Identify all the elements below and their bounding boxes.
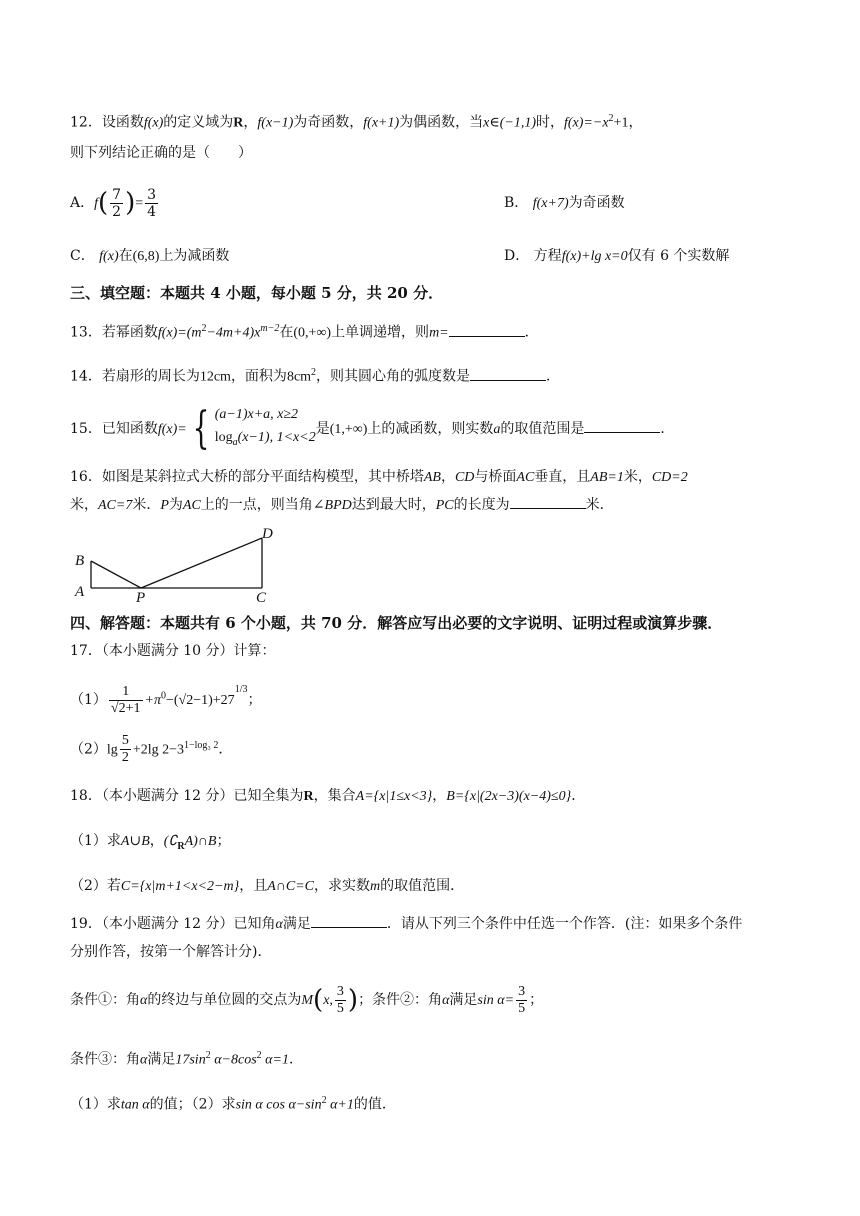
q14-area: 8cm [286,369,312,385]
q14 [70,362,796,389]
q12-option-b-expr: f(x+7) [532,196,569,211]
q19-alpha: α [442,993,450,1008]
q19-c3-sup: 2 [256,1050,262,1061]
q17-lg: lg [106,742,118,758]
q18-head [70,785,796,808]
q12-option-b-label: B． [504,195,529,211]
frac-num: 5 [121,733,129,749]
q12-option-c-text: 在 [118,248,133,264]
q17-expr2: +2lg 2−3 [132,742,184,758]
q15-log-base: a [232,436,238,448]
section-3-title: 三、填空题：本题共 4 小题，每小题 5 分，共 20 分． [70,284,444,302]
q12-text: 设函数 [101,114,144,131]
q12-text: 为奇函数， [293,114,364,131]
q12-def-sup: 2 [608,113,614,124]
figure-line-bp [91,561,141,588]
q17-exp: 1/3 [234,684,248,695]
figure-label-d: D [262,526,273,542]
q12-option-a-label: A． [70,195,95,211]
q12-sep: ， [243,114,258,131]
q17-pi: +π [144,693,161,708]
q13-text: 若幂函数 [101,324,158,341]
q12-options-ab [70,186,796,220]
q18-complement: (∁ [163,834,178,849]
frac-den: 4 [147,203,157,220]
q19-p2-expr: sin α cos α−sin [235,1097,322,1113]
q14-text: ，面积为 [230,368,287,385]
q18-text: （2）若 [70,878,121,894]
q16-text: 如图是某斜拉式大桥的部分平面结构模型，其中桥塔 [101,469,424,485]
q19-lparen: ( [313,985,324,1015]
q13-expr: −4m+4)x [206,325,261,341]
q16-number: 16． [70,469,102,485]
q19-alpha: α [275,917,283,932]
q17-expr: −(√2−1)+27 [165,693,235,708]
q19-point-x: x, [323,993,333,1008]
q19-c3-sup: 2 [205,1050,211,1061]
q19-text: 的终边与单位圆的交点为 [147,992,302,1008]
frac-num: 3 [336,983,344,999]
q12-option-d [504,245,729,268]
q12-option-c-interval: (6,8) [132,249,160,264]
q16-text: 米， [70,497,98,513]
q13-m: m= [429,325,449,341]
q12-option-a-rparen: ) [125,188,136,218]
q16-angle: ∠BPD [312,498,352,513]
q12-text: 时， [536,114,564,131]
q15-answer-blank[interactable] [584,418,660,433]
figure-label-b: B [75,553,85,569]
q19-point-m: M [301,993,314,1008]
frac-den: 2 [121,750,129,766]
q17-head: 17．（本小题满分 10 分）计算： [70,643,276,659]
q16-cd-length: CD=2 [651,470,688,485]
q17-exp2: 1−log₃ 2 [184,740,219,751]
q16-ac: AC [182,498,201,513]
q19-text: 满足 [449,992,478,1008]
q16-cd: CD [454,470,475,485]
q18-text: （1）求 [70,833,121,849]
q12-fxm1: f(x−1) [257,115,294,131]
q15-a: a [493,422,501,437]
q15-text: 已知函数 [101,421,158,437]
q12-option-d-text: 方程 [533,248,562,264]
q19-sin: sin α= [477,993,515,1008]
q15-brace: { [192,403,210,454]
q14-end: ． [546,368,561,385]
q12-def-tail: +1， [613,115,643,131]
q12-option-c-label: C． [70,248,95,264]
q12-line1 [70,108,796,135]
q12-option-b [504,186,625,221]
q19-text: 的值；（2）求 [149,1096,236,1113]
q12-text: 的定义域为 [163,114,234,131]
q15-text: 是 [315,421,330,437]
frac-num: 3 [147,186,157,203]
q12-option-a-frac [110,187,123,220]
frac-den: 5 [336,1000,344,1016]
q15-piecewise [187,404,316,454]
q16-text: 米． [132,497,161,513]
q19-text: 满足 [282,916,311,932]
frac-num: 1 [109,684,143,701]
q15-text: 上的减函数，则实数 [367,421,494,437]
q15 [70,404,796,454]
q13-exponent: m−2 [260,323,280,334]
q15-fx: f(x)= [157,422,187,437]
q12-definition: f(x)=−x [564,115,609,131]
q19-c3-expr: 17sin [175,1052,206,1068]
q18-text: ，且 [239,878,268,894]
q18-text: ， [432,788,447,804]
q18-intersection: A)∩B [184,834,217,849]
q19-text: （1）求 [70,1096,121,1113]
figure-label-c: C [256,590,267,604]
q15-case-lines [215,404,316,454]
frac-den: 5 [518,1000,526,1016]
q19-line2: 分别作答，按第一个解答计分)． [70,944,272,960]
q12-option-d-label: D． [504,248,530,264]
q19-point-frac [335,984,346,1017]
q19-text: ；条件②：角 [358,992,443,1008]
q19-head [70,913,796,936]
q15-case1: (a−1)x+a, x≥2 [214,407,299,423]
q18-condition: A∩C=C [267,879,314,894]
frac-num: 3 [518,983,526,999]
q18-text: ． [571,788,586,804]
q12-option-a-f: f [94,196,99,211]
q19-sin-frac [516,984,527,1017]
q15-text: 的取值范围是 [500,421,585,437]
q19-text: 条件①：角 [70,992,140,1008]
figure-label-a: A [75,584,85,600]
q18-text: ，求实数 [314,878,370,894]
q18-part1 [70,830,796,858]
q12-text: 为偶函数，当 [399,114,484,131]
q17-part1 [70,668,796,716]
q16-text: 为 [168,497,183,513]
q16-p: P [160,498,169,513]
q14-number: 14． [70,368,102,385]
q17-frac1 [109,684,143,717]
q15-number: 15． [70,421,102,437]
q13-text: 在 [279,324,294,341]
q17-part2-label: （2） [70,741,107,758]
q12-options-cd [70,245,796,268]
q19-c3-expr: α=1 [261,1052,289,1068]
q12-real-set: R [233,115,244,131]
q17-part2 [70,726,796,766]
q12-option-c-expr: f(x) [99,249,119,264]
section-4-title: 四、解答题：本题共有 6 个小题，共 70 分．解答应写出必要的文字说明、证明过程或演算步骤． [70,614,723,632]
q18-set-b: B={x|(2x−3)(x−4)≤0} [446,789,572,804]
q18-set-a: A={x|1≤x<3} [355,789,433,804]
q15-end: ． [660,421,675,437]
q18-complement-sub: R [177,840,185,852]
q13-interval: (0,+∞) [293,325,332,341]
q18-text: 的取值范围． [380,878,465,894]
frac-den: 2 [112,203,122,220]
q12-condition: x∈(−1,1) [483,115,536,131]
q16-line2 [70,494,796,517]
q14-text: 若扇形的周长为 [101,368,200,385]
figure-line-pd [141,538,262,588]
figure-label-p: P [136,590,146,604]
q14-text: ，则其圆心角的弧度数是 [316,368,471,385]
q17-part1-label: （1） [70,692,107,708]
q16-text: 米， [623,469,652,485]
q12-number: 12． [70,114,102,131]
q13-answer-blank[interactable] [449,322,525,337]
q15-interval: (1,+∞) [329,422,368,437]
q18-text: ，集合 [313,788,356,804]
q12-line2: 则下列结论正确的是（ ） [70,145,252,161]
q17-pi-exp: 0 [160,690,166,702]
q13 [70,318,796,345]
q16-bridge-figure [70,524,300,604]
q17-end: ； [247,692,262,708]
q19-text: ．请从下列三个条件中任选一个作答．(注：如果多个条件 [386,916,743,932]
q19-text: 条件③：角 [70,1051,140,1068]
q19-text: 的值． [353,1096,396,1113]
q16-text: 垂直，且 [534,469,591,485]
q19-text: 19．（本小题满分 12 分）已知角 [70,916,276,932]
q19-rparen: ) [347,985,359,1015]
q17-end: ． [218,741,233,758]
q19-c3-expr: α−8cos [210,1052,257,1068]
q16-pc: PC [435,498,454,513]
q18-text: ， [149,833,164,849]
q16-ac: AC [516,470,535,485]
q12-option-c-text: 上为减函数 [159,248,230,264]
q19-text: ． [288,1051,303,1068]
q12-option-a-eq: = [135,196,144,211]
q19-text: 满足 [147,1051,176,1068]
q19-conditions-12 [70,978,796,1022]
q15-log: log [214,430,233,446]
q12-option-b-text: 为奇函数 [568,195,625,211]
q19-condition-blank[interactable] [311,913,387,928]
q16-text: 上的一点，则当角 [200,497,313,513]
q18-m: m [370,879,381,894]
q16-ac-length: AC=7 [98,498,133,513]
q17-frac2 [120,733,131,766]
q14-answer-blank[interactable] [470,366,546,381]
q16-text: 与桥面 [474,469,517,485]
frac-den: √2+1 [110,700,141,716]
q12-option-a-lparen: ( [98,188,109,218]
q16-text: 米． [585,497,614,513]
q18-real-set: R [303,789,314,804]
q19-p2-sup: 2 [321,1095,327,1106]
q19-text: ； [529,992,544,1008]
q18-union: A∪B [120,834,150,849]
q12-option-d-expr: f(x)+lg x=0 [561,249,628,264]
q19-condition-3 [70,1045,796,1072]
q19-p2-expr: α+1 [326,1097,354,1113]
q19-alpha: α [140,1052,148,1068]
q16-text: 达到最大时， [351,497,436,513]
q16-line1 [70,466,796,489]
q13-end: ． [524,324,539,341]
q18-part2 [70,875,796,898]
q18-text: 18．（本小题满分 12 分）已知全集为 [70,788,304,804]
q18-text: ； [216,833,231,849]
q19-parts [70,1090,796,1117]
q13-text: 上单调递增，则 [331,324,430,341]
q12-option-d-text: 仅有 6 个实数解 [627,248,730,264]
q13-number: 13． [70,324,102,341]
q16-ab-length: AB=1 [590,470,624,485]
q13-sup: 2 [201,323,207,334]
frac-num: 7 [112,186,122,203]
q16-text: 的长度为 [453,497,510,513]
q15-case2 [215,426,316,454]
q13-expr: f(x)=(m [157,325,202,341]
q19-tan: tan α [120,1097,150,1113]
q16-text: ， [440,469,455,485]
q16-answer-blank[interactable] [510,494,586,509]
q16-ab: AB [423,470,441,485]
q18-set-c: C={x|m+1<x<2−m} [120,879,240,894]
q15-case2-expr: (x−1), 1<x<2 [237,430,316,446]
q19-alpha: α [140,993,148,1008]
q12-fx: f(x) [143,115,164,131]
q12-fxp1: f(x+1) [363,115,400,131]
q14-area-sup: 2 [311,367,317,378]
q12-option-a-result [145,187,158,220]
q14-perimeter: 12cm [199,369,231,385]
